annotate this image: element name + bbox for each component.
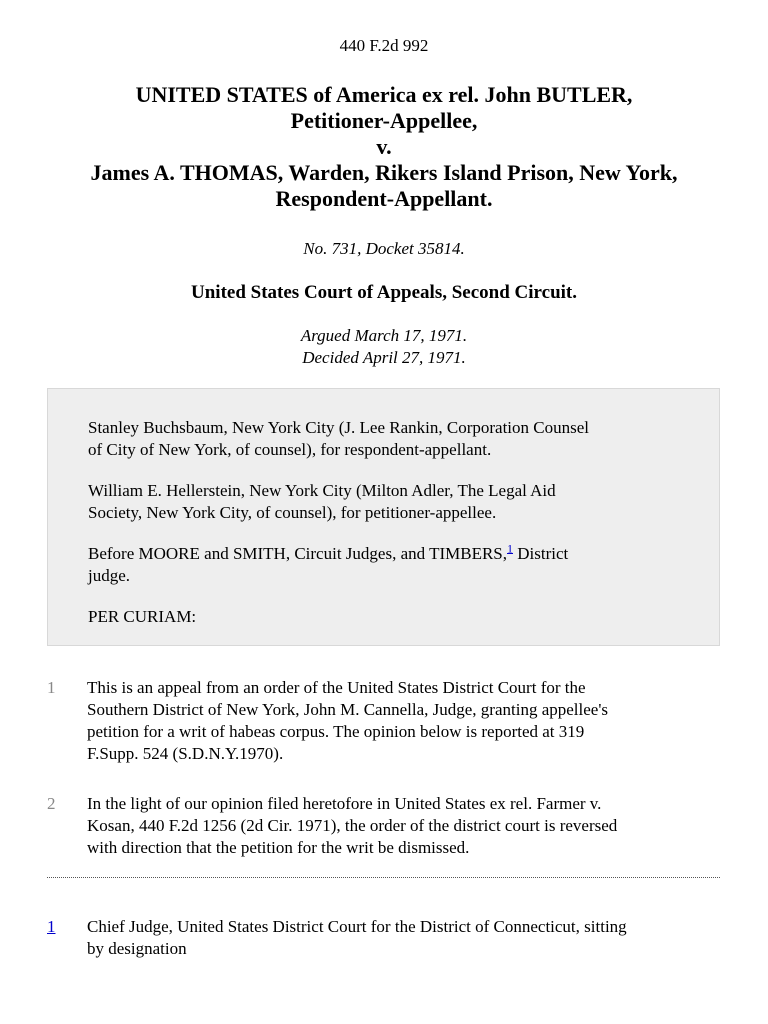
paragraph-1-line-3: petition for a writ of habeas corpus. The opinion below is reported at 319 [87, 722, 585, 741]
citation: 440 F.2d 992 [339, 36, 429, 55]
respondent-counsel [88, 417, 688, 461]
respondent-counsel-line-1: Stanley Buchsbaum, New York City (J. Lee Rankin, Corporation Counsel [88, 418, 589, 437]
argued-date: Argued March 17, 1971. [300, 326, 468, 345]
panel-judges [88, 543, 688, 587]
case-title [20, 82, 748, 212]
paragraph-1-line-1: This is an appeal from an order of the United States District Court for the [87, 678, 586, 697]
case-title-line-3: v. [376, 134, 392, 159]
court-name: United States Court of Appeals, Second Circuit. [191, 282, 577, 303]
footnote-separator [47, 877, 720, 878]
paragraph-1 [87, 677, 717, 765]
petitioner-counsel-line-1: William E. Hellerstein, New York City (Milton Adler, The Legal Aid [88, 481, 556, 500]
per-curiam-label: PER CURIAM: [88, 607, 197, 626]
case-title-line-4: James A. THOMAS, Warden, Rikers Island Prison, New York, [90, 160, 678, 185]
paragraph-2-line-1: In the light of our opinion filed heretofore in United States ex rel. Farmer v. [87, 794, 602, 813]
footnote-line-2: by designation [87, 939, 187, 958]
footnote-text [87, 916, 722, 960]
case-title-line-1: UNITED STATES of America ex rel. John BUTLER, [135, 82, 633, 107]
paragraph-number: 2 [47, 794, 56, 813]
case-title-line-2: Petitioner-Appellee, [290, 108, 478, 133]
panel-judges-line-2: judge. [88, 566, 131, 585]
footnote-reference-link[interactable]: 1 [507, 541, 513, 556]
decided-date: Decided April 27, 1971. [302, 348, 466, 367]
paragraph-2-line-3: with direction that the petition for the writ be dismissed. [87, 838, 470, 857]
paragraph-1-line-2: Southern District of New York, John M. Cannella, Judge, granting appellee's [87, 700, 609, 719]
petitioner-counsel-line-2: Society, New York City, of counsel), for petitioner-appellee. [88, 503, 497, 522]
paragraph-1-line-4: F.Supp. 524 (S.D.N.Y.1970). [87, 744, 284, 763]
paragraph-number: 1 [47, 678, 56, 697]
docket-number: No. 731, Docket 35814. [303, 239, 465, 258]
panel-judges-text: Before MOORE and SMITH, Circuit Judges, and TIMBERS, [88, 544, 507, 563]
paragraph-2 [87, 793, 717, 859]
petitioner-counsel [88, 480, 688, 524]
footnote-number-link[interactable]: 1 [47, 917, 56, 936]
respondent-counsel-line-2: of City of New York, of counsel), for respondent-appellant. [88, 440, 492, 459]
case-dates [0, 325, 768, 369]
case-title-line-5: Respondent-Appellant. [275, 186, 493, 211]
panel-judges-text-after: District [513, 544, 569, 563]
footnote-line-1: Chief Judge, United States District Court for the District of Connecticut, sitting [87, 917, 627, 936]
counsel-box [47, 388, 720, 646]
paragraph-2-line-2: Kosan, 440 F.2d 1256 (2d Cir. 1971), the order of the district court is reversed [87, 816, 618, 835]
